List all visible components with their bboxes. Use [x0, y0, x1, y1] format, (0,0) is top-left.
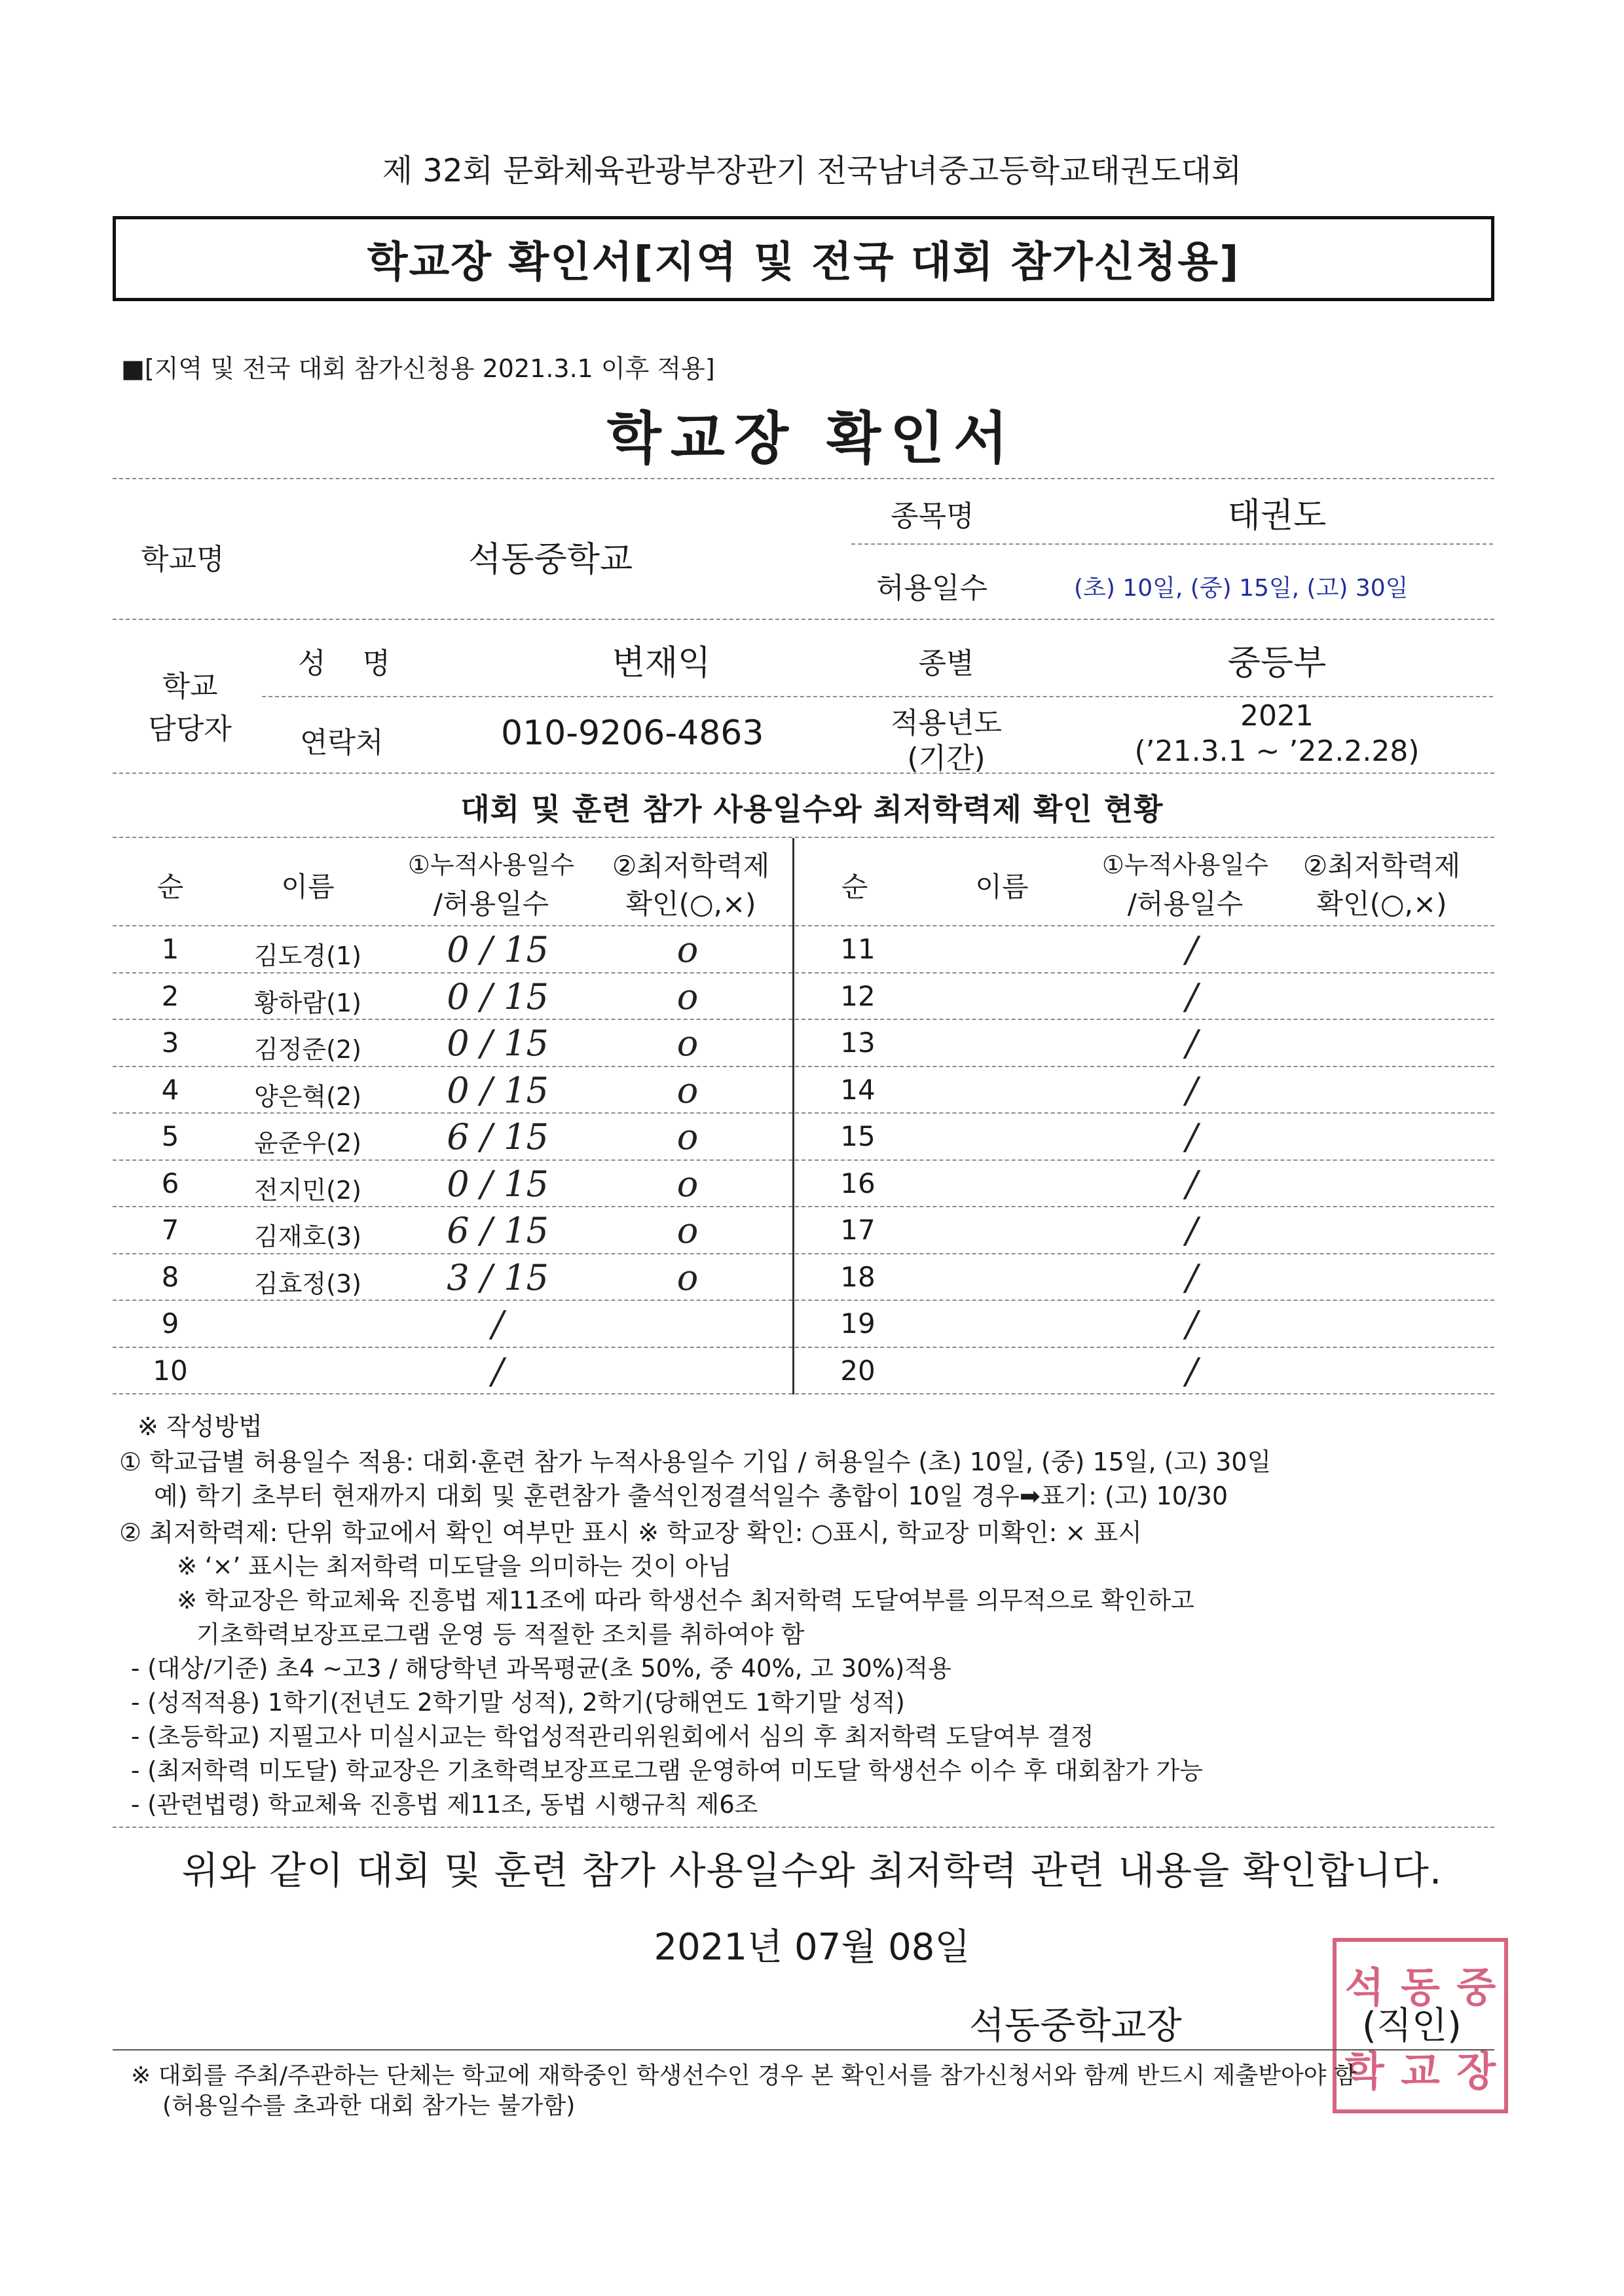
col-header-used-left-1: ①누적사용일수 [407, 850, 575, 879]
row-number: 4 [161, 1074, 179, 1106]
divider [262, 696, 1493, 697]
min-academic-check: o [676, 1210, 699, 1251]
student-name: 윤준우(2) [254, 1129, 361, 1157]
row-number: 2 [161, 980, 179, 1012]
signer-title: 석동중학교장 [969, 2005, 1182, 2047]
usage-table-title: 대회 및 훈련 참가 사용일수와 최저학력제 확인 현황 [460, 792, 1164, 827]
student-name: 양은혁(2) [254, 1082, 361, 1111]
seal-label: (직인) [1362, 2005, 1462, 2047]
row-number: 16 [840, 1167, 876, 1199]
form-title-box [113, 216, 1494, 301]
used-days: / [1185, 1163, 1198, 1205]
divider [113, 773, 1494, 774]
col-header-min-left-1: ②최저학력제 [612, 850, 770, 882]
min-academic-check: o [676, 976, 699, 1017]
contact-value: 010-9206-4863 [501, 714, 764, 753]
student-name: 김도경(1) [254, 941, 361, 970]
used-days: / [1185, 976, 1198, 1017]
period-value: (’21.3.1 ~ ’22.2.28) [1134, 735, 1420, 768]
table-rule [113, 1393, 1494, 1394]
divider [113, 1827, 1494, 1828]
table-rule [113, 1159, 1494, 1161]
issue-date: 2021년 07월 08일 [654, 1926, 970, 1969]
note-1: ① 학교급별 허용일수 적용: 대회·훈련 참가 누적사용일수 기입 / 허용일수 (초) 10일, (중) 15일, (고) 30일 [119, 1448, 1272, 1476]
used-days: / [491, 1303, 504, 1345]
divider [851, 543, 1493, 545]
used-days: / [1185, 929, 1198, 970]
col-header-min-right-2: 확인(○,×) [1316, 888, 1447, 920]
note-1-example: 예) 학기 초부터 현재까지 대회 및 훈련참가 출석인정결석일수 총합이 10일 경우➡표기: (고) 10/30 [154, 1482, 1228, 1510]
used-days: / [1185, 1257, 1198, 1298]
seal-glyph: 장 [1456, 2047, 1496, 2095]
seal-glyph: 학 [1344, 2047, 1384, 2095]
confirmation-statement: 위와 같이 대회 및 훈련 참가 사용일수와 최저학력 관련 내용을 확인합니다. [181, 1848, 1443, 1893]
staff-name-value: 변재익 [612, 644, 711, 683]
used-days: / [1185, 1303, 1198, 1345]
divider [113, 619, 1494, 620]
allowed-days-label: 허용일수 [876, 572, 988, 605]
table-rule [113, 1347, 1494, 1348]
table-rule [113, 1019, 1494, 1020]
sport-label: 종목명 [891, 500, 974, 533]
row-number: 20 [840, 1355, 876, 1387]
school-label: 학교명 [141, 543, 225, 576]
table-center-divider [792, 838, 794, 1394]
col-header-no-right: 순 [841, 871, 868, 903]
row-number: 14 [840, 1074, 876, 1106]
notes-heading: ※ 작성방법 [138, 1412, 263, 1441]
col-header-min-left-2: 확인(○,×) [625, 888, 756, 920]
col-header-min-right-1: ②최저학력제 [1302, 850, 1461, 882]
used-days: / [1185, 1070, 1198, 1111]
row-number: 3 [161, 1027, 179, 1059]
min-academic-check: o [676, 1023, 699, 1064]
used-days: 0 / 15 [447, 929, 549, 970]
table-rule [113, 1253, 1494, 1254]
used-days: / [1185, 1023, 1198, 1064]
used-days: 0 / 15 [447, 1163, 549, 1205]
row-number: 1 [161, 933, 179, 965]
divider [113, 478, 1494, 479]
seal-glyph: 중 [1456, 1963, 1496, 2011]
bullet-law: - (관련법령) 학교체육 진흥법 제11조, 동법 시행규칙 제6조 [131, 1791, 758, 1819]
note-4: ※ 학교장은 학교체육 진흥법 제11조에 따라 학생선수 최저학력 도달여부를 의무적으로 확인하고 [177, 1586, 1194, 1614]
table-rule [113, 925, 1494, 926]
used-days: 6 / 15 [447, 1210, 549, 1251]
used-days: / [491, 1351, 504, 1392]
applicability-note: ■[지역 및 전국 대회 참가신청용 2021.3.1 이후 적용] [121, 354, 715, 383]
event-headline: 제 32회 문화체육관광부장관기 전국남녀중고등학교태권도대회 [382, 153, 1242, 189]
note-4-cont: 기초학력보장프로그램 운영 등 적절한 조치를 취하여야 함 [196, 1620, 805, 1649]
form-title: 학교장 확인서[지역 및 전국 대회 참가신청용] [367, 238, 1240, 287]
staff-label-line2: 담당자 [148, 712, 232, 746]
used-days: / [1185, 1116, 1198, 1157]
min-academic-check: o [676, 1116, 699, 1157]
category-label: 종별 [918, 647, 974, 680]
row-number: 19 [840, 1307, 876, 1339]
row-number: 10 [153, 1355, 188, 1387]
used-days: 3 / 15 [447, 1257, 549, 1298]
used-days: 0 / 15 [447, 1070, 549, 1111]
used-days: 0 / 15 [447, 976, 549, 1017]
table-rule [113, 1112, 1494, 1114]
used-days: / [1185, 1351, 1198, 1392]
row-number: 18 [840, 1261, 876, 1293]
student-name: 김재호(3) [254, 1222, 361, 1251]
table-rule [113, 1206, 1494, 1207]
school-value: 석동중학교 [468, 540, 633, 579]
bullet-grades: - (성적적용) 1학기(전년도 2학기말 성적), 2학기(당해연도 1학기말 성적) [131, 1688, 905, 1717]
student-name: 황하람(1) [254, 989, 361, 1017]
row-number: 8 [161, 1261, 179, 1293]
student-name: 전지민(2) [254, 1176, 361, 1205]
min-academic-check: o [676, 1163, 699, 1205]
row-number: 15 [840, 1120, 876, 1152]
table-rule [113, 837, 1494, 838]
row-number: 9 [161, 1307, 179, 1339]
col-header-no-left: 순 [157, 871, 184, 903]
row-number: 12 [840, 980, 876, 1012]
row-number: 17 [840, 1214, 876, 1246]
bullet-shortfall: - (최저학력 미도달) 학교장은 기초학력보장프로그램 운영하여 미도달 학생선수 이수 후 대회참가 가능 [131, 1757, 1204, 1785]
document-title: 학교장 확인서 [606, 406, 1018, 471]
year-label-line2: (기간) [907, 742, 986, 775]
bullet-target: - (대상/기준) 초4 ~고3 / 해당학년 과목평균(초 50%, 중 40%, 고 30%)적용 [131, 1654, 951, 1683]
year-label-line1: 적용년도 [890, 706, 1002, 740]
row-number: 5 [161, 1120, 179, 1152]
min-academic-check: o [676, 929, 699, 970]
used-days: 6 / 15 [447, 1116, 549, 1157]
min-academic-check: o [676, 1070, 699, 1111]
table-rule [113, 972, 1494, 974]
row-number: 6 [161, 1167, 179, 1199]
table-rule [113, 1066, 1494, 1067]
seal-glyph: 석 [1344, 1963, 1384, 2011]
note-2: ② 최저학력제: 단위 학교에서 확인 여부만 표시 ※ 학교장 확인: ○표시, 학교장 미확인: × 표시 [119, 1518, 1142, 1547]
footnote [131, 2061, 1375, 2121]
category-value: 중등부 [1227, 644, 1327, 683]
name-label: 성 명 [298, 647, 390, 680]
seal-glyph: 교 [1401, 2047, 1440, 2095]
footnote-line-1: ※ 대회를 주최/주관하는 단체는 학교에 재학중인 학생선수인 경우 본 확인서를 참가신청서와 함께 반드시 제출받아야 함 [131, 2062, 1357, 2089]
allowed-days-value: (초) 10일, (중) 15일, (고) 30일 [1074, 575, 1409, 602]
year-value: 2021 [1240, 699, 1314, 733]
staff-label-line1: 학교 [162, 670, 218, 703]
divider [113, 2049, 1494, 2050]
row-number: 11 [840, 933, 876, 965]
col-header-name-left: 이름 [281, 871, 335, 903]
used-days: 0 / 15 [447, 1023, 549, 1064]
min-academic-check: o [676, 1257, 699, 1298]
seal-glyph: 동 [1401, 1963, 1440, 2011]
footnote-line-2: (허용일수를 초과한 대회 참가는 불가함) [162, 2092, 576, 2119]
row-number: 13 [840, 1027, 876, 1059]
bullet-elementary: - (초등학교) 지필고사 미실시교는 학업성적관리위원회에서 심의 후 최저학력 도달여부 결정 [131, 1722, 1094, 1751]
col-header-used-right-1: ①누적사용일수 [1101, 850, 1269, 879]
student-name: 김효정(3) [254, 1269, 361, 1298]
contact-label: 연락처 [300, 726, 384, 759]
student-name: 김정준(2) [254, 1035, 361, 1064]
used-days: / [1185, 1210, 1198, 1251]
row-number: 7 [161, 1214, 179, 1246]
col-header-used-right-2: /허용일수 [1127, 888, 1244, 920]
col-header-used-left-2: /허용일수 [433, 888, 549, 920]
table-rule [113, 1300, 1494, 1301]
note-3: ※ ‘×’ 표시는 최저학력 미도달을 의미하는 것이 아님 [177, 1552, 731, 1580]
sport-value: 태권도 [1227, 496, 1327, 536]
col-header-name-right: 이름 [975, 871, 1029, 903]
